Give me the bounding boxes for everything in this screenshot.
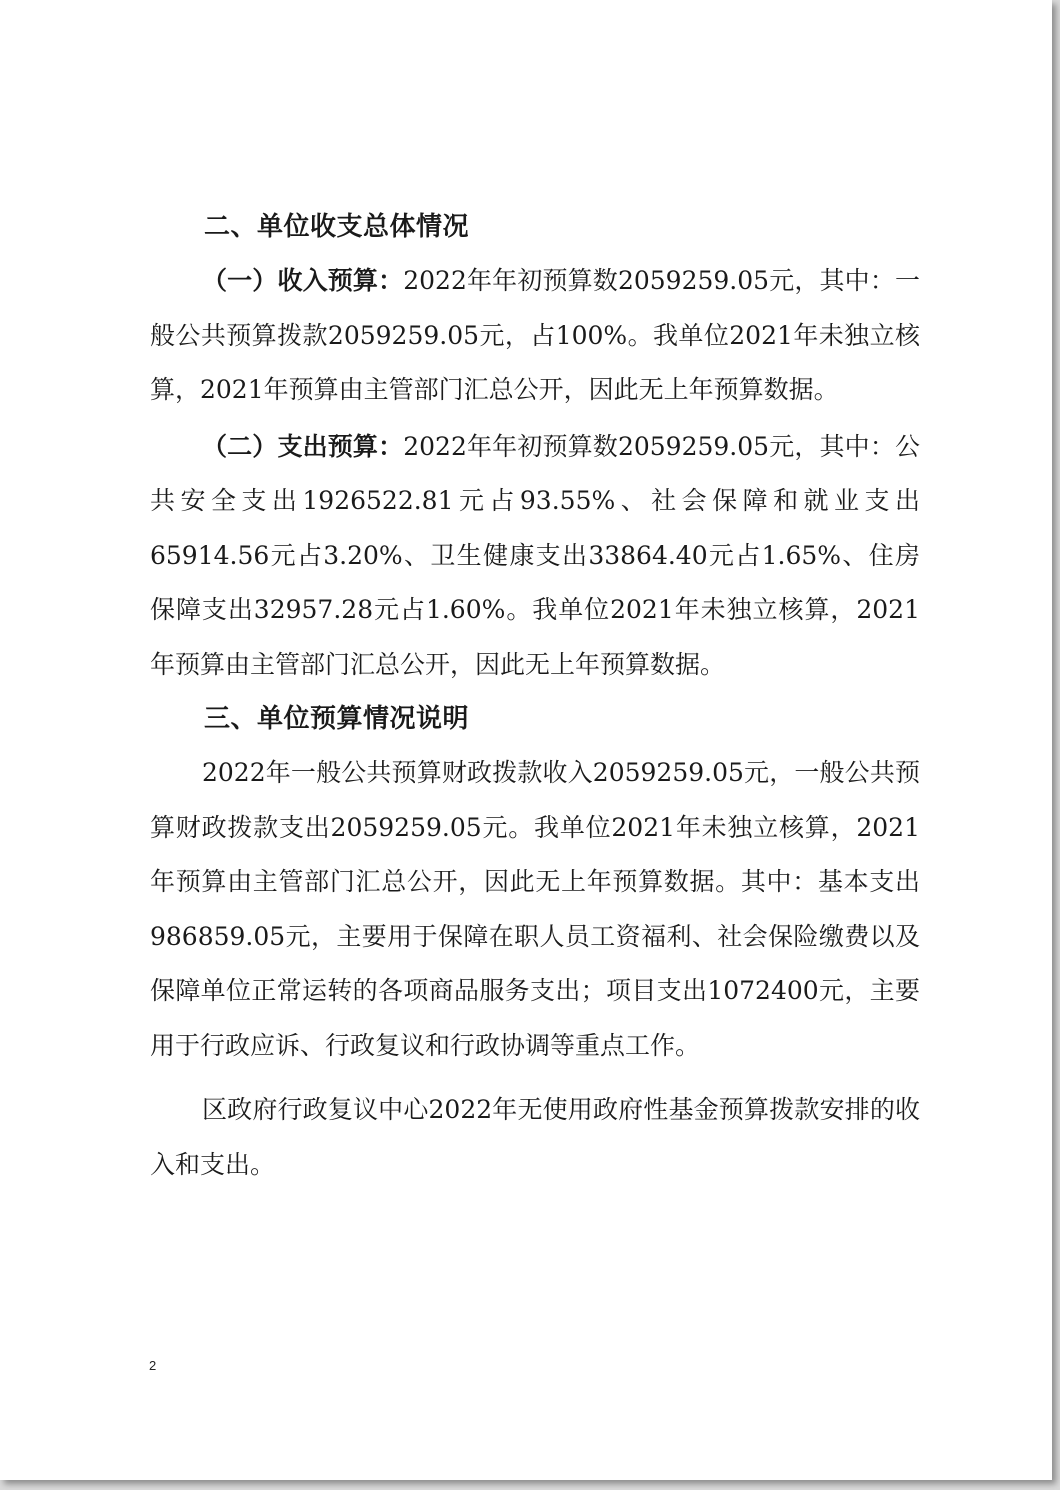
expense-budget-text: 2022年年初预算数2059259.05元，其中：公共安全支出1926522.81元占93.55%、社会保障和就业支出65914.56元占3.20%、卫生健康支出33864.40元占1.65%、住房保障支出32957.28元占1.60%。我单位2021年未独立核算，2021年预算由主管部门汇总公开，因此无上年预算数据。 xyxy=(150,431,920,679)
budget-explanation-paragraph: 2022年一般公共预算财政拨款收入2059259.05元，一般公共预算财政拨款支出2059259.05元。我单位2021年未独立核算，2021年预算由主管部门汇总公开，因此无上年预算数据。其中：基本支出986859.05元，主要用于保障在职人员工资福利、社会保险缴费以及保障单位正常运转的各项商品服务支出；项目支出1072400元，主要用于行政应诉、行政复议和行政协调等重点工作。 xyxy=(150,758,920,1060)
spacer xyxy=(150,1073,920,1083)
page-number: 2 xyxy=(149,1358,157,1373)
expense-budget-paragraph xyxy=(150,420,920,693)
income-budget-text: 2022年年初预算数2059259.05元，其中：一般公共预算拨款2059259.05元，占100%。我单位2021年未独立核算，2021年预算由主管部门汇总公开，因此无上年预算数据。 xyxy=(150,266,920,404)
income-budget-paragraph xyxy=(150,254,920,418)
section-heading-overall: 二、单位收支总体情况 xyxy=(204,212,470,242)
government-fund-paragraph: 区政府行政复议中心2022年无使用政府性基金预算拨款安排的收入和支出。 xyxy=(150,1095,920,1179)
expense-budget-label: （二）支出预算： xyxy=(202,431,404,461)
section-heading-budget-explanation: 三、单位预算情况说明 xyxy=(204,704,470,734)
income-budget-label: （一）收入预算： xyxy=(202,266,404,295)
document-body xyxy=(150,200,920,1192)
